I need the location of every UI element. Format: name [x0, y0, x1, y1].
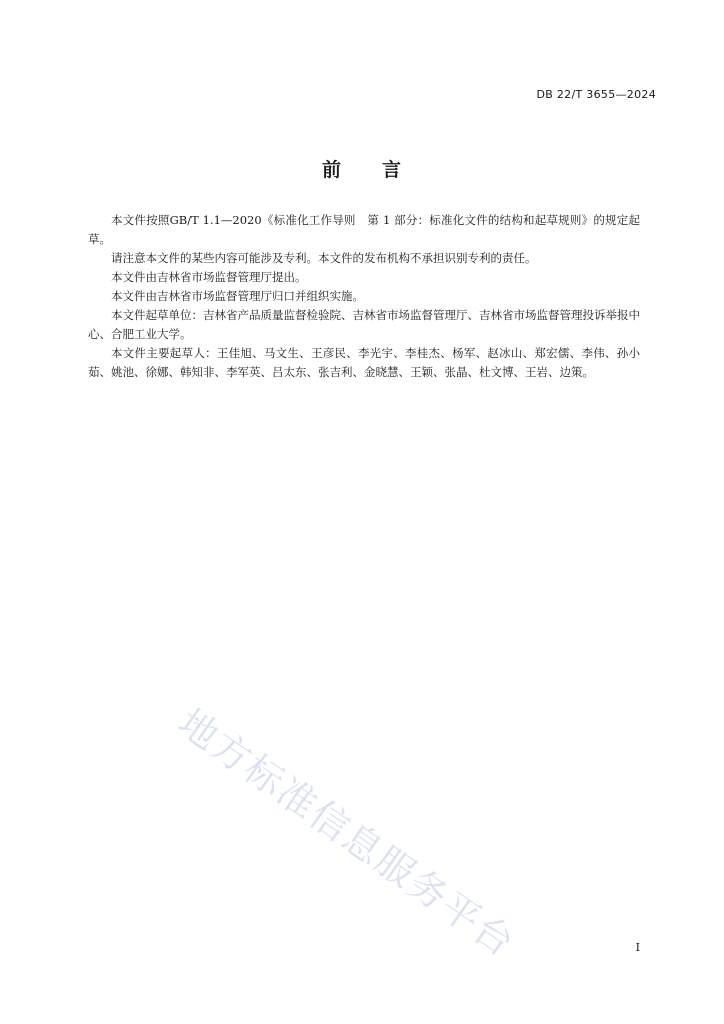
paragraph-proposer: 本文件由吉林省市场监督管理厅提出。 [111, 270, 307, 284]
preface-body [88, 211, 640, 382]
title-char-2: 言 [382, 159, 403, 181]
paragraph-drafting-rules: 本文件按照GB/T 1.1—2020《标准化工作导则 第 1 部分：标准化文件的结构和起草规则》的规定起草。 [88, 213, 640, 246]
document-code: DB 22/T 3655—2024 [536, 88, 656, 101]
paragraph-patent-notice: 请注意本文件的某些内容可能涉及专利。本文件的发布机构不承担识别专利的责任。 [111, 251, 537, 265]
paragraph-drafting-units: 本文件起草单位：吉林省产品质量监督检验院、吉林省市场监督管理厅、吉林省市场监督管理投诉举报中心、合肥工业大学。 [88, 308, 640, 341]
title-char-1: 前 [321, 159, 342, 181]
page-number: I [635, 941, 640, 954]
paragraph-administrator: 本文件由吉林省市场监督管理厅归口并组织实施。 [111, 289, 364, 303]
watermark: 地方标准信息服务平台 [170, 700, 524, 966]
paragraph-drafters: 本文件主要起草人：王佳旭、马文生、王彦民、李光宇、李桂杰、杨军、赵冰山、郑宏儒、李伟、孙小茹、姚池、徐娜、韩知非、李军英、吕太东、张吉利、金晓慧、王颖、张晶、杜文博、王岩、边策。 [88, 346, 640, 379]
page-title [0, 155, 724, 182]
